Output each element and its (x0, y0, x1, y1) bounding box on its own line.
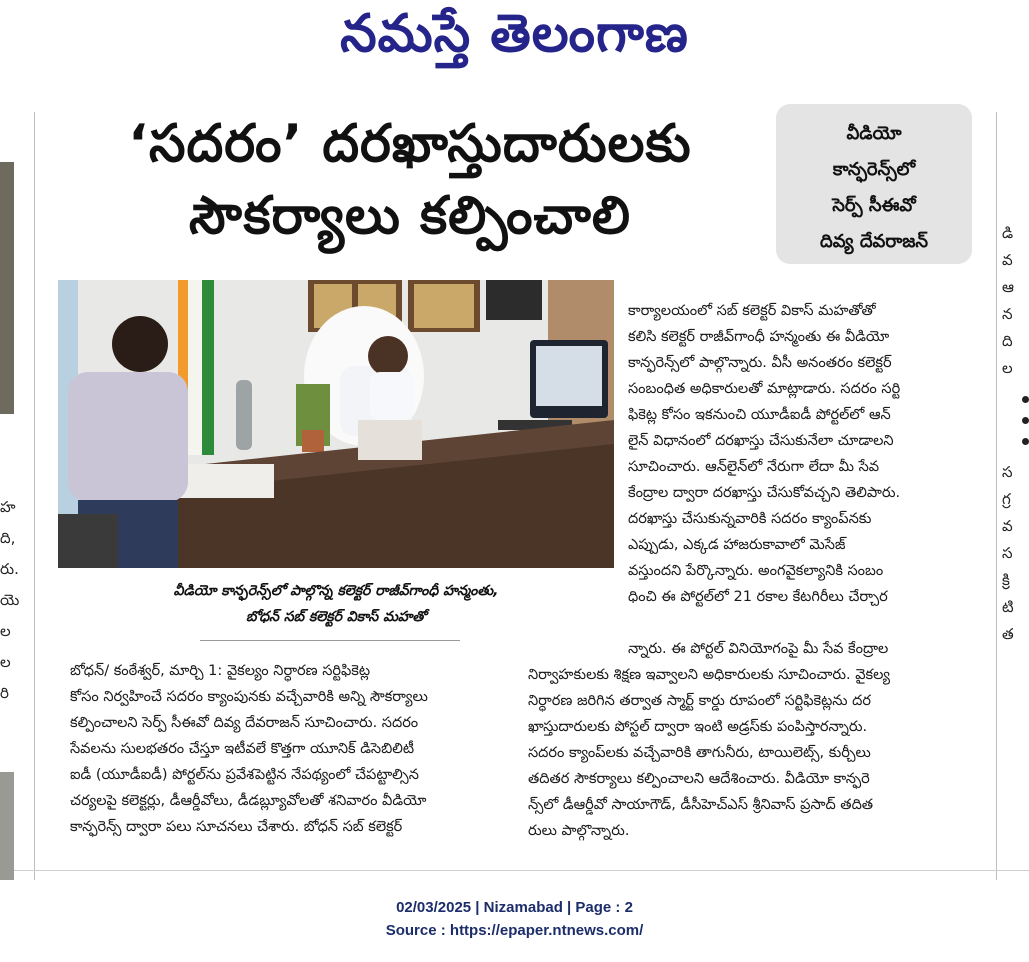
masthead (0, 0, 1029, 80)
adjacent-article-left (0, 0, 34, 900)
adjacent-text-right: డి వ ఆ న ది ల స గ్ర వ స క్రి టి త (1002, 220, 1029, 648)
adjacent-text-left: హ ది, రు. యె ల ల రి (0, 498, 20, 702)
column-divider-right (996, 112, 997, 880)
adjacent-photo-bottom (0, 772, 14, 880)
article-headline (50, 108, 770, 252)
article-body-right-bottom: న్నారు. ఈ పోర్టల్ వినియోగంపై మీ సేవ కేంద్రాల నిర్వాహకులకు శిక్షణ ఇవ్వాలని అధికారులకు సూచించారు. వైకల్య నిర్ధారణ జరిగిన తర్వాత స్మార్ట్ కార్డు రూపంలో సర్టిఫికెట్లను దర ఖాస్తుదారులకు పోస్టల్ ద్వారా ఇంటి అడ్రస్‌కు పంపిస్తారన్నారు. సదరం క్యాంప్‌లకు వచ్చేవారికి తాగునీరు, టాయిలెట్స్, కుర్చీలు తదితర సౌకర్యాలు కల్పించాలని ఆదేశించారు. వీడియో కాన్ఫరె న్స్‌లో డీఆర్డీవో సాయాగౌడ్, డీసీహెచ్ఎస్ శ్రీనివాస్ ప్రసాద్ తదిత రులు పాల్గొన్నారు. (528, 641, 891, 839)
highlight-callout: వీడియో కాన్ఫరెన్స్‌లో సెర్ప్ సీఈవో దివ్య దేవరాజన్ (776, 104, 972, 264)
edition-info: 02/03/2025 | Nizamabad | Page : 2 (396, 899, 633, 916)
source-link[interactable]: Source : https://epaper.ntnews.com/ (385, 922, 644, 939)
caption-divider (200, 640, 460, 641)
photo-caption: వీడియో కాన్ఫరెన్స్‌లో పాల్గొన్న కలెక్టర్ రాజీవ్‌గాంధీ హన్మంతు, బోధన్ సబ్ కలెక్టర్ వికాస్ మహతో (173, 583, 499, 625)
page-footer (0, 896, 1029, 942)
headline-line-1: ‘సదరం’ దరఖాస్తుదారులకు (128, 114, 692, 174)
news-photo (58, 280, 614, 568)
article-body-left: బోధన్/ కంఠేశ్వర్, మార్చి 1: వైకల్యం నిర్ధారణ సర్టిఫికెట్ల కోసం నిర్వహించే సదరం క్యాంపునకు వచ్చేవారికి అన్ని సౌకర్యాలు కల్పించాలని సెర్ప్ సీఈవో దివ్య దేవరాజన్ సూచించారు. సదరం సేవలను సులభతరం చేస్తూ ఇటీవలే కొత్తగా యూనిక్ డిసెబిలిటీ ఐడీ (యూడీఐడీ) పోర్టల్‌ను ప్రవేశపెట్టిన నేపథ్యంలో చేపట్టాల్సిన చర్యలపై కలెక్టర్లు, డీఆర్డీవోలు, డీడబ్ల్యూవోలతో శనివారం వీడియో కాన్ఫరెన్స్ ద్వారా పలు సూచనలు చేశారు. బోధన్ సబ్ కలెక్టర్ (70, 663, 428, 835)
article-body-right-top: కార్యాలయంలో సబ్ కలెక్టర్ వికాస్ మహతోతో కలిసి కలెక్టర్ రాజీవ్‌గాంధీ హన్మంతు ఈ వీడియో కాన్ఫరెన్స్‌లో పాల్గొన్నారు. వీసీ అనంతరం కలెక్టర్ సంబంధిత అధికారులతో మాట్లాడారు. సదరం సర్టి ఫికెట్ల కోసం ఇకనుంచి యూడీఐడీ పోర్టల్‌లో ఆన్ లైన్ విధానంలో దరఖాస్తు చేసుకునేలా చూడాలని సూచించారు. ఆన్‌లైన్‌లో నేరుగా లేదా మీ సేవ కేంద్రాల ద్వారా దరఖాస్తు చేసుకోవచ్చని తెలిపారు. దరఖాస్తు చేసుకున్నవారికి సదరం క్యాంప్‌నకు ఎప్పుడు, ఎక్కడ హాజరుకావాలో మెసేజ్ వస్తుందని పేర్కొన్నారు. అంగవైకల్యానికి సంబం ధించి ఈ పోర్టల్‌లో 21 రకాల కేటగిరీలు చేర్చార (628, 303, 901, 605)
headline-line-2: సౌకర్యాలు కల్పించాలి (189, 186, 631, 246)
adjacent-article-right (1002, 200, 1029, 880)
bullet-icon (1022, 417, 1029, 424)
column-divider-left (34, 112, 35, 880)
adjacent-photo-top (0, 162, 14, 414)
page-bottom-rule (0, 870, 1029, 871)
bullet-icon (1022, 396, 1029, 403)
newspaper-logo: నమస్తే తెలంగాణ (340, 4, 689, 64)
bullet-icon (1022, 438, 1029, 445)
